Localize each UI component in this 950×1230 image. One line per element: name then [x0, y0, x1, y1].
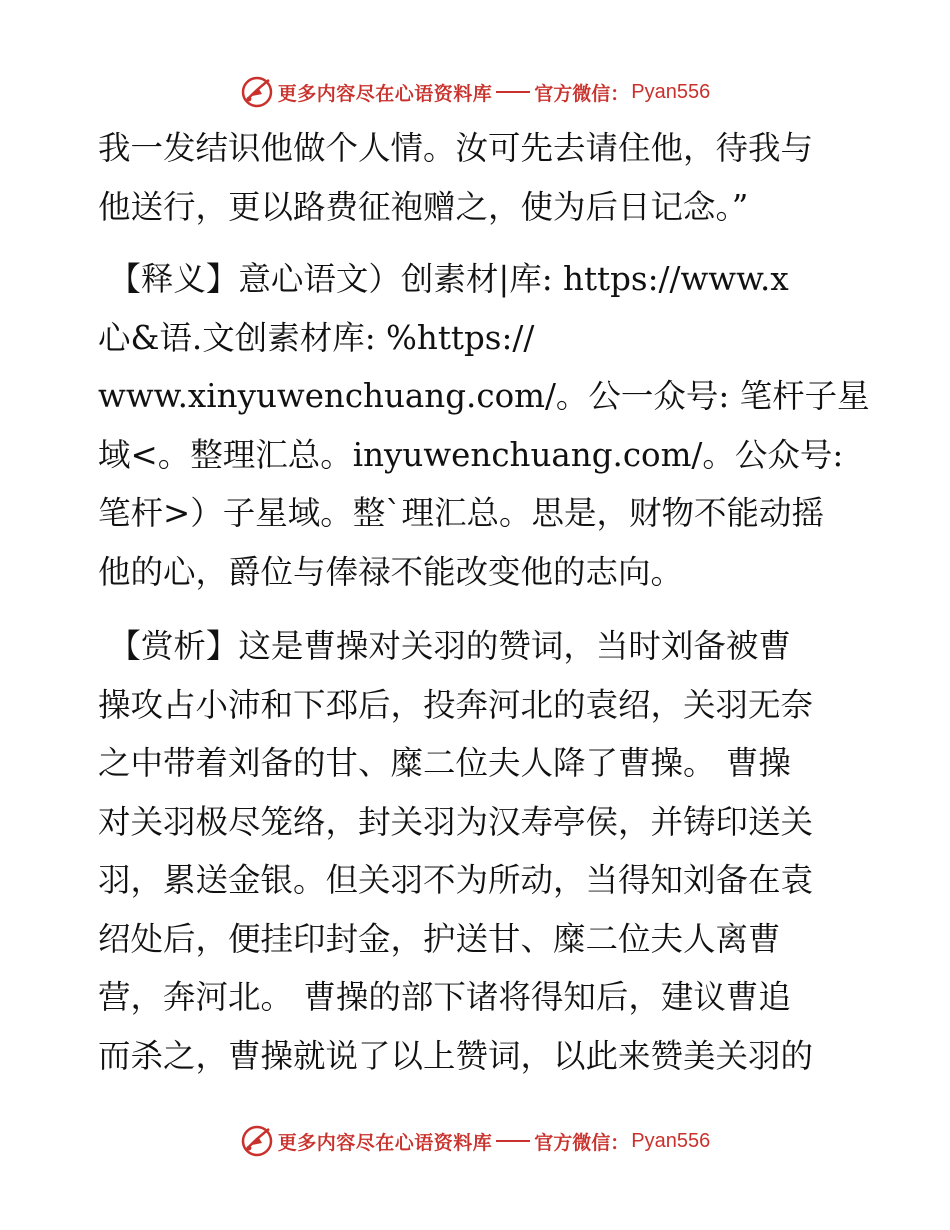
header-dash: [496, 91, 530, 93]
text-line: 【赏析】这是曹操对关羽的赞词，当时刘备被曹: [98, 627, 791, 665]
quill-logo-icon: [240, 75, 274, 109]
text-line: 我一发结识他做个人情。汝可先去请住他，待我与: [98, 129, 814, 167]
text-line: 【释义】意心语文）创素材|库: https://www.x: [98, 260, 789, 298]
text-line: 域<。整理汇总。inyuwenchuang.com/。公众号:: [98, 435, 844, 474]
text-line: 他送行，更以路费征袍赠之，使为后日记念。”: [98, 187, 749, 226]
header-wechat-label: 官方微信：: [534, 82, 630, 105]
footer-wechat-label: 官方微信：: [534, 1131, 630, 1154]
footer-banner: [0, 1121, 950, 1161]
text-line: 而杀之，曹操就说了以上赞词，以此来赞美关羽的: [98, 1036, 814, 1075]
paragraph-definition: [98, 250, 870, 601]
text-line: 他的心，爵位与俸禄不能改变他的志向。: [98, 552, 684, 591]
text-line: 心&语.文创素材库: %https://: [98, 318, 535, 357]
text-line: 羽，累送金银。但关羽不为所动，当得知刘备在袁: [98, 861, 814, 899]
footer-label: 更多内容尽在心语资料库: [277, 1131, 493, 1154]
text-line: 笔杆>）子星域。整`理汇总。思是，财物不能动摇: [98, 494, 824, 532]
text-line: 绍处后，便挂印封金，护送甘、糜二位夫人离曹: [98, 919, 781, 958]
paragraph-continuation: [98, 119, 858, 236]
header-wechat-id: Pyan556: [631, 80, 711, 103]
header-banner: [0, 72, 950, 112]
footer-wechat-id: Pyan556: [631, 1129, 711, 1152]
quill-logo-icon: [240, 1124, 274, 1158]
text-line: 对关羽极尽笼络，封关羽为汉寿亭侯，并铸印送关: [98, 802, 814, 841]
footer-dash: [496, 1140, 530, 1142]
text-line: 营，奔河北。 曹操的部下诸将得知后，建议曹追: [98, 978, 791, 1016]
text-line: 操攻占小沛和下邳后，投奔河北的袁绍，关羽无奈: [98, 685, 814, 724]
text-line: 之中带着刘备的甘、糜二位夫人降了曹操。 曹操: [98, 744, 791, 782]
paragraph-analysis: [98, 617, 858, 1085]
header-label: 更多内容尽在心语资料库: [277, 82, 493, 105]
text-line: www.xinyuwenchuang.com/。公一众号: 笔杆子星: [98, 377, 870, 415]
